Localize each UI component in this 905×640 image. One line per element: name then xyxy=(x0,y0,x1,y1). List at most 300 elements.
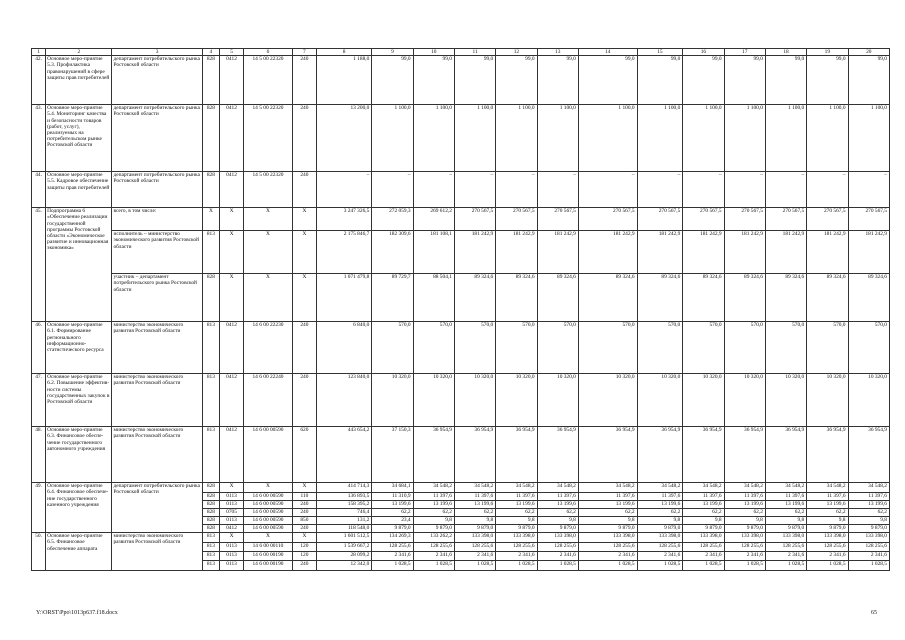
amount: 34 548,2 xyxy=(807,483,848,493)
amount: 123 840,0 xyxy=(316,374,371,427)
budget-code: 14 6 00 00590 xyxy=(244,517,293,525)
amount: 89 324,6 xyxy=(683,274,724,322)
page-number: 65 xyxy=(871,610,877,616)
column-number: 13 xyxy=(537,49,578,56)
amount: 9 879,0 xyxy=(724,525,765,533)
amount: 62,2 xyxy=(372,509,413,517)
amount: 9,8 xyxy=(496,517,537,525)
budget-code: 828 xyxy=(202,509,219,517)
table-row xyxy=(32,56,890,105)
amount: 11 397,6 xyxy=(807,493,848,501)
budget-code: X xyxy=(244,274,293,322)
budget-code: X xyxy=(292,533,316,543)
amount: 62,2 xyxy=(724,509,765,517)
amount: 2 341,6 xyxy=(765,552,806,561)
amount: 99,0 xyxy=(496,56,537,105)
amount: 181 242,9 xyxy=(637,231,683,274)
amount: 570,0 xyxy=(724,322,765,374)
amount: 62,2 xyxy=(454,509,495,517)
budget-code: 828 xyxy=(202,172,219,208)
amount: 158 395,2 xyxy=(316,501,371,509)
budget-code: 0412 xyxy=(220,322,244,374)
amount: 11 397,6 xyxy=(637,493,683,501)
amount: 99,0 xyxy=(578,56,637,105)
amount: 9,8 xyxy=(413,517,454,525)
budget-code: X xyxy=(220,231,244,274)
budget-code: 0113 xyxy=(220,517,244,525)
table-row xyxy=(32,208,890,231)
column-number: 14 xyxy=(578,49,637,56)
budget-code: 828 xyxy=(202,493,219,501)
file-path: Y:\ORST\Ppo\1013p637.f18.docx xyxy=(36,610,118,616)
column-number: 10 xyxy=(413,49,454,56)
amount: 99,0 xyxy=(537,56,578,105)
column-number: 16 xyxy=(683,49,724,56)
amount: 181 242,9 xyxy=(496,231,537,274)
budget-code: 0113 xyxy=(220,552,244,561)
amount: 128 255,6 xyxy=(578,543,637,552)
amount: 128 255,6 xyxy=(848,543,889,552)
table-row xyxy=(32,533,890,543)
amount: 34 548,2 xyxy=(765,483,806,493)
row-number: 47. xyxy=(32,374,46,427)
budget-code: 240 xyxy=(292,509,316,517)
amount: – xyxy=(496,172,537,208)
amount: 131,2 xyxy=(316,517,371,525)
amount: 2 341,6 xyxy=(372,552,413,561)
amount: 133 398,0 xyxy=(454,533,495,543)
amount: 89 324,6 xyxy=(807,274,848,322)
amount: 270 567,5 xyxy=(848,208,889,231)
amount: 89 324,6 xyxy=(637,274,683,322)
executor: департамент потребительского рынка Ростовской области xyxy=(112,483,202,533)
amount: 62,2 xyxy=(537,509,578,517)
table-row xyxy=(32,374,890,427)
amount: 11 397,6 xyxy=(848,493,889,501)
program-name: Основное меро-приятие 6.4. Финансовое обеспече-ние государственного казенного учреждения xyxy=(46,483,112,533)
amount: 128 255,6 xyxy=(637,543,683,552)
row-number: 44. xyxy=(32,172,46,208)
amount: 99,0 xyxy=(413,56,454,105)
amount: 181 242,9 xyxy=(807,231,848,274)
amount: 36 954,9 xyxy=(724,427,765,483)
amount: – xyxy=(537,172,578,208)
amount: 1 188,0 xyxy=(316,56,371,105)
amount: 89 324,6 xyxy=(848,274,889,322)
amount: 9 879,0 xyxy=(537,525,578,533)
amount: 88 504,1 xyxy=(413,274,454,322)
budget-code: 0412 xyxy=(220,525,244,533)
budget-code: 14 6 00 00190 xyxy=(244,561,293,571)
amount: 128 255,6 xyxy=(454,543,495,552)
column-number: 5 xyxy=(220,49,244,56)
amount: 36 954,9 xyxy=(413,427,454,483)
budget-code: 0412 xyxy=(220,172,244,208)
amount: 270 567,5 xyxy=(724,208,765,231)
amount: – xyxy=(683,172,724,208)
amount: 89 324,6 xyxy=(537,274,578,322)
amount: 1 100,0 xyxy=(496,105,537,172)
budget-code: 0412 xyxy=(220,56,244,105)
amount: 570,0 xyxy=(372,322,413,374)
amount: 13 200,0 xyxy=(316,105,371,172)
amount: 9,8 xyxy=(848,517,889,525)
amount: 128 255,6 xyxy=(413,543,454,552)
row-number: 42. xyxy=(32,56,46,105)
amount: 1 100,0 xyxy=(578,105,637,172)
amount: 136 893,5 xyxy=(316,493,371,501)
budget-code: 813 xyxy=(202,533,219,543)
amount: 11 397,6 xyxy=(683,493,724,501)
budget-code: 14 6 00 00190 xyxy=(244,552,293,561)
executor: министерство экономического развития Ростовской области xyxy=(112,427,202,483)
row-number: 45. xyxy=(32,208,46,322)
amount: 36 954,9 xyxy=(807,427,848,483)
amount: 89 324,6 xyxy=(496,274,537,322)
amount: 2 341,6 xyxy=(724,552,765,561)
amount: 133 398,0 xyxy=(765,533,806,543)
amount: 9,8 xyxy=(683,517,724,525)
budget-code: X xyxy=(202,208,219,231)
column-number: 20 xyxy=(848,49,889,56)
budget-code: X xyxy=(220,533,244,543)
row-number: 46. xyxy=(32,322,46,374)
amount: 181 242,9 xyxy=(537,231,578,274)
budget-code: 813 xyxy=(202,552,219,561)
amount: 9,8 xyxy=(578,517,637,525)
amount: – xyxy=(413,172,454,208)
amount: 34 548,2 xyxy=(454,483,495,493)
amount: 570,0 xyxy=(637,322,683,374)
amount: 34 548,2 xyxy=(683,483,724,493)
amount: 570,0 xyxy=(807,322,848,374)
budget-code: X xyxy=(220,208,244,231)
amount: 2 175 846,7 xyxy=(316,231,371,274)
amount: 11 397,6 xyxy=(496,493,537,501)
budget-code: 813 xyxy=(202,427,219,483)
budget-code: 240 xyxy=(292,525,316,533)
amount: 2 341,6 xyxy=(578,552,637,561)
amount: 2 341,6 xyxy=(496,552,537,561)
budget-code: 813 xyxy=(202,322,219,374)
program-name: Основное меро-приятие 5.3. Профилактика правонарушений в сфере защиты прав потребителей xyxy=(46,56,112,105)
table-body xyxy=(32,49,890,571)
amount: – xyxy=(454,172,495,208)
amount: 570,0 xyxy=(496,322,537,374)
executor: министерство экономического развития Ростовской области xyxy=(112,533,202,571)
amount: 1 028,5 xyxy=(578,561,637,571)
amount: 10 320,0 xyxy=(578,374,637,427)
program-name: Основное меро-приятие 5.4. Мониторинг качества и безопасности товаров (работ, услуг), реализуемых на потребительском рынке Ростовской области xyxy=(46,105,112,172)
amount: 34 684,1 xyxy=(372,483,413,493)
budget-code: 14 6 00 00590 xyxy=(244,525,293,533)
budget-code: 14 6 00 00590 xyxy=(244,493,293,501)
amount: 34 548,2 xyxy=(637,483,683,493)
amount: 1 100,0 xyxy=(683,105,724,172)
budget-code: 813 xyxy=(202,374,219,427)
amount: 1 100,0 xyxy=(372,105,413,172)
budget-code: 110 xyxy=(292,493,316,501)
budget-code: 828 xyxy=(202,517,219,525)
amount: 181 242,9 xyxy=(724,231,765,274)
amount: 11 397,6 xyxy=(454,493,495,501)
amount: 36 954,9 xyxy=(683,427,724,483)
budget-code: 14 6 00 00590 xyxy=(244,427,293,483)
amount: – xyxy=(765,172,806,208)
amount: 133 398,0 xyxy=(724,533,765,543)
amount: 1 100,0 xyxy=(765,105,806,172)
executor: департамент потребительского рынка Ростовской области xyxy=(112,56,202,105)
amount: 11 397,6 xyxy=(578,493,637,501)
row-number: 50. xyxy=(32,533,46,571)
column-number: 9 xyxy=(372,49,413,56)
amount: 570,0 xyxy=(578,322,637,374)
budget-code: 813 xyxy=(202,543,219,552)
amount: 2 341,6 xyxy=(848,552,889,561)
budget-code: 240 xyxy=(292,56,316,105)
amount: 13 199,6 xyxy=(683,501,724,509)
budget-code: 828 xyxy=(202,483,219,493)
amount: 1 100,0 xyxy=(807,105,848,172)
amount: 270 567,5 xyxy=(807,208,848,231)
amount: 62,2 xyxy=(578,509,637,517)
amount: 272 059,3 xyxy=(372,208,413,231)
budget-code: X xyxy=(244,231,293,274)
column-number: 19 xyxy=(807,49,848,56)
amount: 13 199,6 xyxy=(413,501,454,509)
budget-code: 14 5 00 22320 xyxy=(244,105,293,172)
budget-code: 240 xyxy=(292,105,316,172)
amount: 13 199,6 xyxy=(724,501,765,509)
program-name: Основное меро-приятие 6.2. Повышение эффектив-ности системы государственных закупок в Ростовской области xyxy=(46,374,112,427)
amount: 570,0 xyxy=(765,322,806,374)
budget-code: 120 xyxy=(292,543,316,552)
amount: 133 398,0 xyxy=(496,533,537,543)
amount: 1 028,5 xyxy=(537,561,578,571)
amount: 1 028,5 xyxy=(637,561,683,571)
amount: 99,0 xyxy=(683,56,724,105)
amount: 128 255,6 xyxy=(724,543,765,552)
amount: 13 199,6 xyxy=(454,501,495,509)
amount: 269 612,2 xyxy=(413,208,454,231)
amount: 133 398,0 xyxy=(683,533,724,543)
budget-code: 0113 xyxy=(220,543,244,552)
amount: 99,0 xyxy=(765,56,806,105)
executor: исполнитель – министерство экономического развития Ростовской области xyxy=(112,231,202,274)
amount: 13 199,6 xyxy=(537,501,578,509)
amount: 181 242,9 xyxy=(848,231,889,274)
amount: 11 397,6 xyxy=(765,493,806,501)
executor: участник – департамент потребительского рынка Ростовской области xyxy=(112,274,202,322)
amount: 10 320,0 xyxy=(765,374,806,427)
amount: 11 397,6 xyxy=(537,493,578,501)
amount: 10 320,0 xyxy=(724,374,765,427)
amount: 570,0 xyxy=(413,322,454,374)
amount: 1 601 512,5 xyxy=(316,533,371,543)
amount: 133 262,2 xyxy=(413,533,454,543)
table-row xyxy=(32,274,890,322)
amount: 2 341,6 xyxy=(454,552,495,561)
amount: 12 342,0 xyxy=(316,561,371,571)
amount: 9,8 xyxy=(537,517,578,525)
amount: 36 954,9 xyxy=(454,427,495,483)
amount: 9 879,0 xyxy=(578,525,637,533)
amount: 9 879,0 xyxy=(807,525,848,533)
amount: 1 028,5 xyxy=(683,561,724,571)
column-number: 12 xyxy=(496,49,537,56)
amount: 9 879,0 xyxy=(637,525,683,533)
program-name: Основное меро-приятие 6.3. Финансовое обеспе-чение государственного автономного учреждения xyxy=(46,427,112,483)
amount: 36 954,9 xyxy=(848,427,889,483)
amount: 99,0 xyxy=(372,56,413,105)
budget-code: 828 xyxy=(202,56,219,105)
budget-code: 240 xyxy=(292,374,316,427)
amount: 89 324,6 xyxy=(578,274,637,322)
budget-code: X xyxy=(292,274,316,322)
budget-code: 0412 xyxy=(220,427,244,483)
budget-code: X xyxy=(292,208,316,231)
executor: министерство экономического развития Ростовской области xyxy=(112,374,202,427)
budget-code: 813 xyxy=(202,561,219,571)
table-row xyxy=(32,483,890,493)
amount: 10 320,0 xyxy=(537,374,578,427)
budget-code: 0113 xyxy=(220,493,244,501)
column-number: 17 xyxy=(724,49,765,56)
amount: 2 341,6 xyxy=(683,552,724,561)
amount: 9 879,0 xyxy=(372,525,413,533)
amount: 9,8 xyxy=(807,517,848,525)
amount: 1 028,5 xyxy=(765,561,806,571)
amount: 13 199,6 xyxy=(637,501,683,509)
amount: 118 548,0 xyxy=(316,525,371,533)
amount: 36 954,9 xyxy=(496,427,537,483)
amount: 13 199,6 xyxy=(578,501,637,509)
amount: 34 548,2 xyxy=(578,483,637,493)
amount: 270 567,5 xyxy=(637,208,683,231)
amount: 11 310,9 xyxy=(372,493,413,501)
budget-code: 813 xyxy=(202,231,219,274)
column-number: 15 xyxy=(637,49,683,56)
amount: 128 255,6 xyxy=(765,543,806,552)
amount: 9 879,0 xyxy=(765,525,806,533)
amount: 36 954,9 xyxy=(537,427,578,483)
amount: 9 879,0 xyxy=(413,525,454,533)
amount: 133 398,0 xyxy=(637,533,683,543)
amount: 3 247 326,5 xyxy=(316,208,371,231)
amount: 181 108,1 xyxy=(413,231,454,274)
budget-code: X xyxy=(244,533,293,543)
program-name: Основное меро-приятие 5.5. Кадровое обеспечение защиты прав потребителей xyxy=(46,172,112,208)
column-number: 4 xyxy=(202,49,219,56)
amount: – xyxy=(807,172,848,208)
amount: 89 324,6 xyxy=(724,274,765,322)
amount: – xyxy=(316,172,371,208)
row-number: 48. xyxy=(32,427,46,483)
amount: 1 100,0 xyxy=(537,105,578,172)
executor: департамент потребительского рынка Ростовской области xyxy=(112,105,202,172)
amount: 181 242,9 xyxy=(454,231,495,274)
column-number-row xyxy=(32,49,890,56)
amount: 99,0 xyxy=(807,56,848,105)
table-row xyxy=(32,427,890,483)
amount: 10 320,0 xyxy=(807,374,848,427)
amount: 128 255,6 xyxy=(807,543,848,552)
budget-code: 14 6 00 00590 xyxy=(244,501,293,509)
amount: 10 320,0 xyxy=(454,374,495,427)
amount: 2 341,6 xyxy=(637,552,683,561)
column-number: 1 xyxy=(32,49,46,56)
table-row xyxy=(32,172,890,208)
amount: 89 324,6 xyxy=(454,274,495,322)
amount: 62,2 xyxy=(413,509,454,517)
budget-code: 828 xyxy=(202,105,219,172)
amount: 570,0 xyxy=(848,322,889,374)
amount: 9 879,0 xyxy=(454,525,495,533)
budget-code: 0412 xyxy=(220,105,244,172)
budget-table xyxy=(31,48,890,571)
amount: 10 320,0 xyxy=(683,374,724,427)
budget-code: 120 xyxy=(292,552,316,561)
amount: – xyxy=(724,172,765,208)
amount: 9 879,0 xyxy=(848,525,889,533)
amount: 34 548,2 xyxy=(537,483,578,493)
amount: 1 028,5 xyxy=(724,561,765,571)
amount: 1 100,0 xyxy=(848,105,889,172)
amount: 1 100,0 xyxy=(724,105,765,172)
amount: 62,2 xyxy=(848,509,889,517)
amount: 9 879,0 xyxy=(683,525,724,533)
amount: 10 320,0 xyxy=(848,374,889,427)
budget-code: 14 6 00 00110 xyxy=(244,543,293,552)
amount: 62,2 xyxy=(807,509,848,517)
budget-code: 240 xyxy=(292,501,316,509)
budget-code: 0412 xyxy=(220,374,244,427)
amount: 128 255,6 xyxy=(372,543,413,552)
amount: 570,0 xyxy=(537,322,578,374)
budget-code: 14 5 00 22320 xyxy=(244,172,293,208)
amount: 1 028,5 xyxy=(848,561,889,571)
amount: 128 255,6 xyxy=(537,543,578,552)
column-number: 7 xyxy=(292,49,316,56)
amount: 1 100,0 xyxy=(413,105,454,172)
amount: 36 954,9 xyxy=(578,427,637,483)
amount: 1 100,0 xyxy=(454,105,495,172)
amount: 1 071 479,8 xyxy=(316,274,371,322)
table-row xyxy=(32,231,890,274)
amount: 2 341,6 xyxy=(413,552,454,561)
amount: 34 548,2 xyxy=(413,483,454,493)
program-name: Основное меро-приятие 6.1. Формирование регионального информационно-статистического ресурса xyxy=(46,322,112,374)
amount: 9,8 xyxy=(637,517,683,525)
amount: 34 548,2 xyxy=(724,483,765,493)
table-row xyxy=(32,322,890,374)
budget-code: X xyxy=(220,274,244,322)
amount: 36 954,9 xyxy=(765,427,806,483)
amount: 13 199,6 xyxy=(372,501,413,509)
budget-code: 240 xyxy=(292,561,316,571)
budget-code: 0705 xyxy=(220,509,244,517)
amount: 133 398,0 xyxy=(537,533,578,543)
budget-code: 828 xyxy=(202,501,219,509)
executor: всего, в том числе: xyxy=(112,208,202,231)
amount: 270 567,5 xyxy=(537,208,578,231)
amount: 10 320,0 xyxy=(637,374,683,427)
amount: 13 199,6 xyxy=(765,501,806,509)
budget-code: 0113 xyxy=(220,501,244,509)
amount: 1 028,5 xyxy=(496,561,537,571)
amount: 62,2 xyxy=(637,509,683,517)
amount: 2 341,6 xyxy=(807,552,848,561)
